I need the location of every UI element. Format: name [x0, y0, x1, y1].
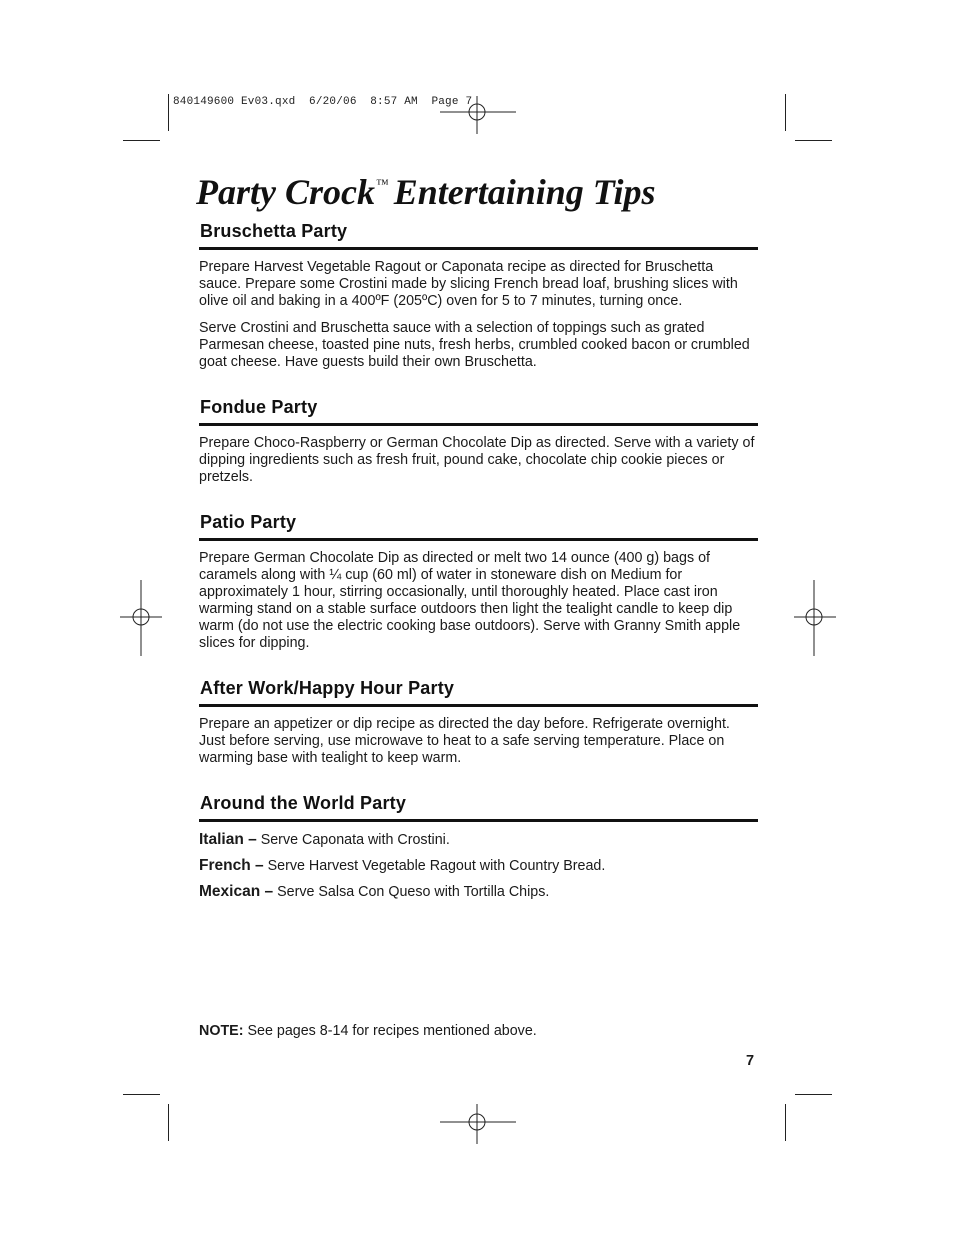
file-slug: 840149600 Ev03.qxd 6/20/06 8:57 AM Page 7	[173, 96, 473, 108]
section-after-work-party	[199, 677, 758, 767]
section-heading: Bruschetta Party	[199, 220, 758, 250]
crop-mark	[795, 1094, 832, 1095]
registration-mark-top	[440, 96, 516, 134]
section-patio-party	[199, 511, 758, 652]
cuisine-text: Serve Harvest Vegetable Ragout with Country Bread.	[263, 858, 606, 874]
cuisine-label: Italian –	[199, 831, 257, 848]
page-number: 7	[746, 1053, 755, 1069]
section-fondue-party	[199, 396, 758, 486]
cuisine-text: Serve Salsa Con Queso with Tortilla Chips.	[273, 884, 550, 900]
tips-content	[199, 220, 758, 926]
trademark-symbol: ™	[375, 176, 389, 191]
cuisine-label: French –	[199, 857, 264, 874]
footnote	[199, 1023, 537, 1040]
list-item	[199, 831, 758, 849]
section-paragraph: Serve Crostini and Bruschetta sauce with a selection of toppings such as grated Parmesan cheese, toasted pine nuts, fresh herbs, crumbled cooked bacon or crumbled goat cheese. Have guests build their own Bruschetta.	[199, 320, 750, 370]
crop-mark	[123, 1094, 160, 1095]
list-item	[199, 857, 758, 875]
section-paragraph: Prepare Choco-Raspberry or German Chocolate Dip as directed. Serve with a variety of dipping ingredients such as fresh fruit, pound cake, chocolate chip cookie pieces or pretzels.	[199, 435, 755, 485]
section-paragraph: Prepare Harvest Vegetable Ragout or Caponata recipe as directed for Bruschetta sauce. Prepare some Crostini made by slicing French bread loaf, brushing slices with olive oil and baking in a 400ºF (205ºC) oven for 5 to 7 minutes, turning once.	[199, 259, 738, 309]
section-bruschetta-party	[199, 220, 758, 371]
title-main: Party Crock	[196, 172, 375, 212]
registration-mark-bottom	[440, 1104, 516, 1144]
page-title	[196, 160, 655, 216]
section-around-the-world-party	[199, 792, 758, 901]
section-heading: Around the World Party	[199, 792, 758, 822]
crop-mark	[123, 140, 160, 141]
crop-mark	[785, 94, 786, 131]
registration-mark-left	[120, 580, 162, 656]
note-text: See pages 8-14 for recipes mentioned above.	[243, 1023, 537, 1039]
crop-mark	[168, 94, 169, 131]
crop-mark	[785, 1104, 786, 1141]
title-rest: Entertaining Tips	[393, 172, 656, 212]
note-label: NOTE:	[199, 1023, 244, 1039]
cuisine-text: Serve Caponata with Crostini.	[256, 832, 450, 848]
section-paragraph: Prepare German Chocolate Dip as directed or melt two 14 ounce (400 g) bags of caramels along with ¼ cup (60 ml) of water in stoneware dish on Medium for approximately 1 hour, stirring occasionally, until thoroughly heated. Place cast iron warming stand on a stable surface outdoors then light the tealight candle to keep dip warm (do not use the electric cooking base outdoors). Serve with Granny Smith apple slices for dipping.	[199, 550, 741, 651]
crop-mark	[168, 1104, 169, 1141]
section-heading: After Work/Happy Hour Party	[199, 677, 758, 707]
section-paragraph: Prepare an appetizer or dip recipe as directed the day before. Refrigerate overnight. Just before serving, use microwave to heat to a safe serving temperature. Place on warming base with tealight to keep warm.	[199, 716, 730, 766]
registration-mark-right	[794, 580, 836, 656]
cuisine-label: Mexican –	[199, 883, 274, 900]
list-item	[199, 883, 758, 901]
section-heading: Fondue Party	[199, 396, 758, 426]
crop-mark	[795, 140, 832, 141]
section-heading: Patio Party	[199, 511, 758, 541]
